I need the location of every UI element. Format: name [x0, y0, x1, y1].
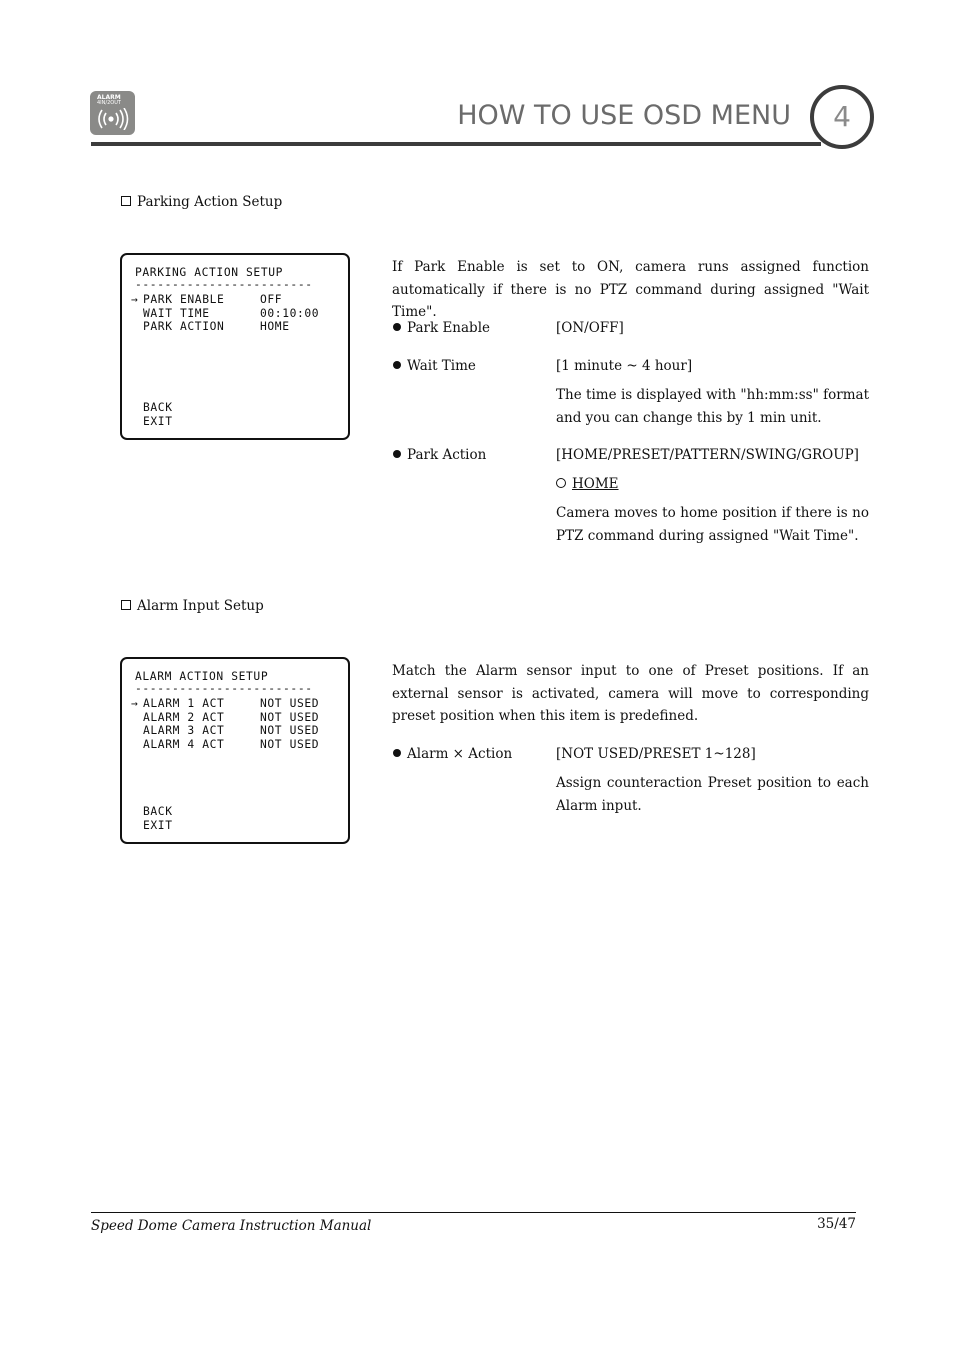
osd-cursor-arrow: →	[131, 697, 139, 710]
bullet-icon	[393, 361, 401, 369]
osd-row-value: NOT USED	[260, 711, 320, 724]
chapter-number: 4	[810, 85, 874, 149]
parking-section-title	[121, 194, 282, 210]
alarm-logo	[90, 91, 135, 135]
checkbox-icon	[121, 600, 131, 610]
alarm-section-label: Alarm Input Setup	[137, 598, 264, 614]
item-value: [NOT USED/PRESET 1~128]	[556, 746, 756, 762]
osd-row-value: NOT USED	[260, 724, 320, 737]
bullet-item	[393, 358, 476, 374]
osd-separator: ------------------------	[135, 682, 313, 695]
osd-row-label: PARK ENABLE	[143, 293, 225, 306]
osd-row-label: ALARM 2 ACT	[143, 711, 225, 724]
item-value: [ON/OFF]	[556, 320, 624, 336]
osd-row-value: OFF	[260, 293, 283, 306]
item-description: Camera moves to home position if there is no PTZ command during assigned "Wait Time".	[556, 505, 869, 544]
bullet-item	[393, 746, 512, 762]
item-value: [HOME/PRESET/PATTERN/SWING/GROUP]	[556, 447, 859, 463]
footer-manual-title: Speed Dome Camera Instruction Manual	[91, 1218, 372, 1234]
osd-row-value: NOT USED	[260, 738, 320, 751]
header-rule	[91, 142, 821, 146]
item-description: The time is displayed with "hh:mm:ss" format and you can change this by 1 min unit.	[556, 387, 869, 426]
checkbox-icon	[121, 196, 131, 206]
bullet-icon	[393, 450, 401, 458]
bullet-item	[393, 320, 490, 336]
signal-icon	[96, 108, 130, 130]
osd-title: PARKING ACTION SETUP	[135, 266, 284, 279]
logo-line1: ALARM	[97, 94, 121, 101]
page-number: 35/47	[817, 1216, 856, 1232]
osd-cursor-arrow: →	[131, 293, 139, 306]
osd-back: BACK	[143, 401, 173, 414]
item-label: Park Enable	[407, 320, 490, 336]
sub-option-label: HOME	[572, 476, 619, 492]
osd-row-label: ALARM 4 ACT	[143, 738, 225, 751]
osd-row-value: NOT USED	[260, 697, 320, 710]
parking-section-label: Parking Action Setup	[137, 194, 283, 210]
alarm-osd-screen	[120, 657, 350, 844]
bullet-icon	[393, 749, 401, 757]
parking-intro: If Park Enable is set to ON, camera runs assigned function automatically if there is no PTZ command during assigned "Wait Time".	[392, 259, 869, 320]
item-value: [1 minute ~ 4 hour]	[556, 358, 693, 374]
item-description: Assign counteraction Preset position to each Alarm input.	[556, 775, 869, 814]
osd-row-label: ALARM 3 ACT	[143, 724, 225, 737]
osd-row-label: PARK ACTION	[143, 320, 225, 333]
osd-exit: EXIT	[143, 415, 173, 428]
page-header-title: HOW TO USE OSD MENU	[457, 100, 791, 131]
item-label: Wait Time	[407, 358, 476, 374]
osd-row-value: HOME	[260, 320, 290, 333]
circle-icon	[556, 478, 566, 488]
osd-exit: EXIT	[143, 819, 173, 832]
item-label: Park Action	[407, 447, 487, 463]
osd-title: ALARM ACTION SETUP	[135, 670, 269, 683]
footer-rule	[91, 1212, 856, 1213]
sub-option	[556, 476, 619, 492]
item-label: Alarm × Action	[407, 746, 513, 762]
osd-row-value: 00:10:00	[260, 307, 320, 320]
bullet-item	[393, 447, 486, 463]
osd-row-label: ALARM 1 ACT	[143, 697, 225, 710]
osd-back: BACK	[143, 805, 173, 818]
bullet-icon	[393, 323, 401, 331]
alarm-intro: Match the Alarm sensor input to one of Preset positions. If an external sensor is activated, camera will move to corresponding preset position when this item is predefined.	[392, 663, 869, 724]
logo-line2: 4IN/2OUT	[97, 100, 121, 106]
osd-separator: ------------------------	[135, 278, 313, 291]
parking-osd-screen	[120, 253, 350, 440]
osd-row-label: WAIT TIME	[143, 307, 210, 320]
alarm-section-title	[121, 598, 264, 614]
